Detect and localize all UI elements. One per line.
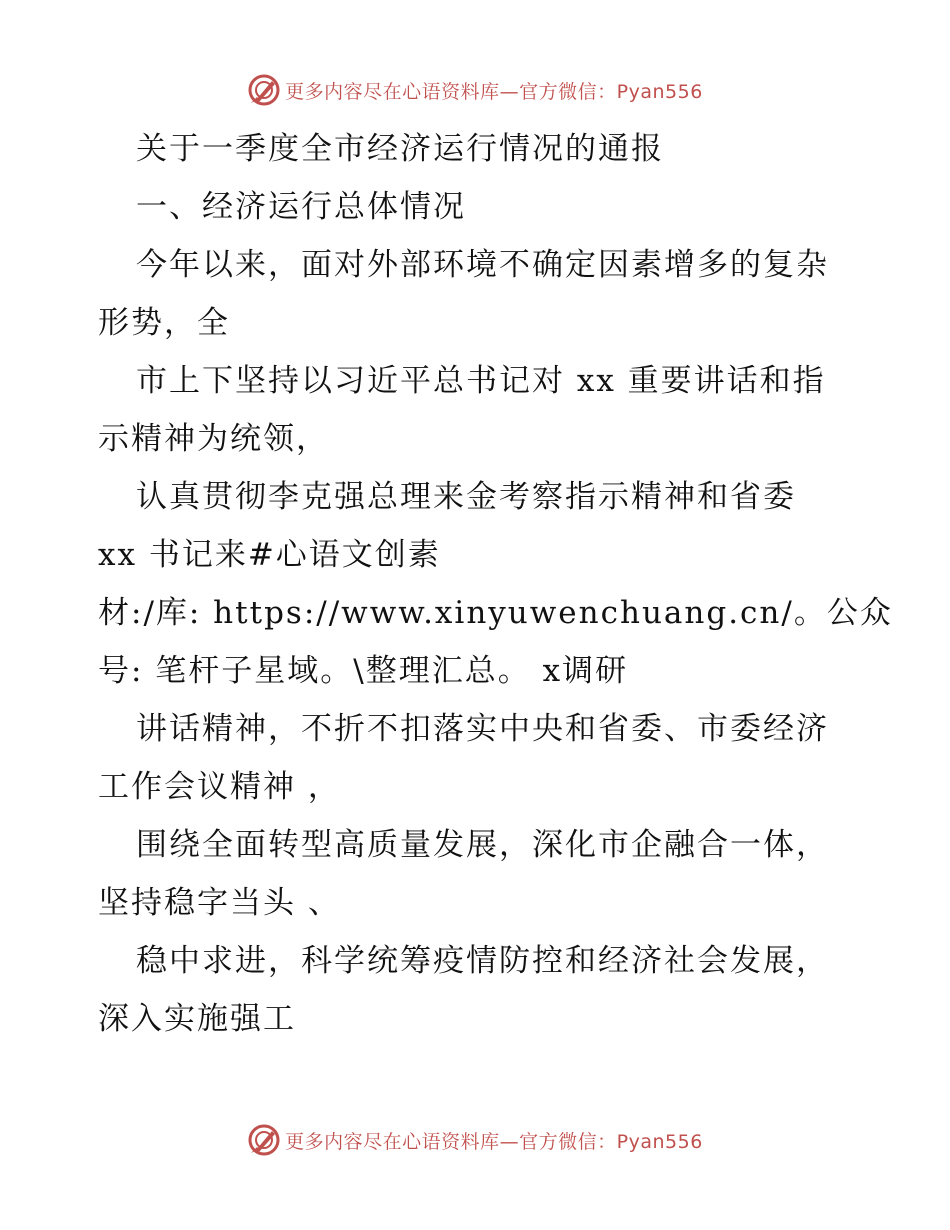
paragraph-line: 稳中求进，科学统筹疫情防控和经济社会发展， [136,943,829,979]
paragraph-line: 围绕全面转型高质量发展，深化市企融合一体， [136,827,829,863]
paragraph-line: 工作会议精神 ， [98,769,341,805]
footer-watermark [0,1120,950,1160]
document-title: 关于一季度全市经济运行情况的通报 [136,131,664,167]
paragraph-line: 示精神为统领， [98,421,329,457]
header-watermark [0,70,950,110]
paragraph-line: 深入实施强工 [98,1001,296,1037]
paragraph-line: 坚持稳字当头 、 [98,885,341,921]
paragraph-line: 材:/库: https://www.xinyuwenchuang.cn/。公众 [98,595,893,631]
pen-logo-icon [247,73,281,107]
paragraph-line: 讲话精神，不折不扣落实中央和省委、市委经济 [136,711,829,747]
document-body [98,120,893,1048]
paragraph-line: 号: 笔杆子星域。\整理汇总。 x调研 [98,653,629,689]
paragraph-line: 认真贯彻李克强总理来金考察指示精神和省委 [136,479,796,515]
watermark-text: 更多内容尽在心语资料库—官方微信：Pyan556 [285,1130,703,1153]
section-heading: 一、经济运行总体情况 [136,189,466,225]
paragraph-line: 市上下坚持以习近平总书记对 xx 重要讲话和指 [136,363,826,399]
paragraph-line: xx 书记来#心语文创素 [98,537,441,573]
paragraph-line: 形势，全 [98,305,230,341]
paragraph-line: 今年以来，面对外部环境不确定因素增多的复杂 [136,247,829,283]
pen-logo-icon [247,1123,281,1157]
watermark-text: 更多内容尽在心语资料库—官方微信：Pyan556 [285,80,703,103]
